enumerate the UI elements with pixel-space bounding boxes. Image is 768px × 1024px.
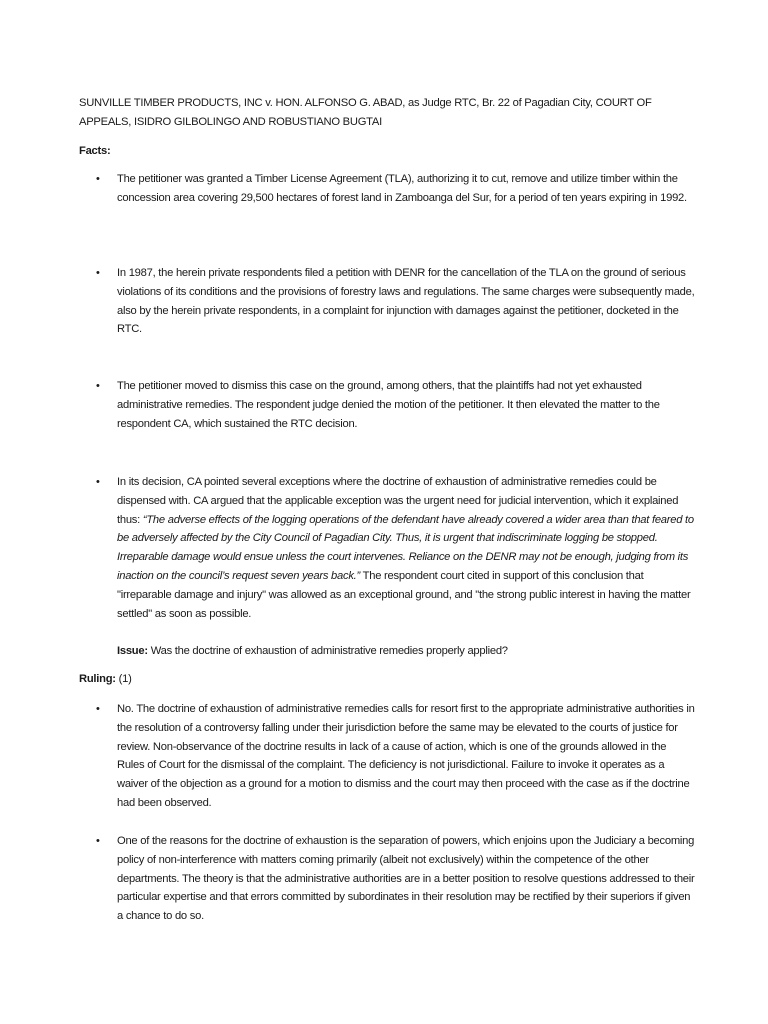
facts-item-2-text: In 1987, the herein private respondents filed a petition with DENR for the cancellation of the TLA on the ground of serious violations of its conditions and the provisions of forestry laws and regulations. The same charges were subsequently made, also by the herein private respondents, in a complaint for injunction with damages against the petitioner, docketed in the RTC. <box>117 267 695 336</box>
facts-heading <box>79 142 110 161</box>
bullet-icon: • <box>96 703 100 715</box>
facts-item-3 <box>96 377 696 433</box>
case-title: SUNVILLE TIMBER PRODUCTS, INC v. HON. ALFONSO G. ABAD, as Judge RTC, Br. 22 of Pagadian City, COURT OF APPEALS, ISIDRO GILBOLINGO AND ROBUSTIANO BUGTAI <box>79 97 652 128</box>
issue-text: Was the doctrine of exhaustion of administrative remedies properly applied? <box>147 645 508 657</box>
issue-label: Issue: <box>117 645 148 657</box>
issue-paragraph <box>117 642 707 661</box>
facts-item-2 <box>96 264 696 339</box>
facts-heading-label: Facts: <box>79 145 111 157</box>
facts-item-3-text: The petitioner moved to dismiss this case on the ground, among others, that the plaintiffs had not yet exhausted administrative remedies. The respondent judge denied the motion of the petitioner. It then elevated the matter to the respondent CA, which sustained the RTC decision. <box>117 380 660 430</box>
ruling-heading <box>79 670 132 689</box>
facts-item-1-text: The petitioner was granted a Timber License Agreement (TLA), authorizing it to cut, remove and utilize timber within the concession area covering 29,500 hectares of forest land in Zamboanga del Sur, for a period of ten years expiring in 1992. <box>117 173 687 204</box>
bullet-icon: • <box>96 380 100 392</box>
facts-item-4-intro: In its decision, CA pointed several exceptions where the doctrine of exhaustion of administrative remedies could be dispensed with. CA argued that the applicable exception was the urgent need for judicial intervention, which it explained thus: <box>117 476 679 526</box>
ruling-heading-label: Ruling: <box>79 673 116 685</box>
ruling-item-1-text: No. The doctrine of exhaustion of administrative remedies calls for resort first to the appropriate administrative authorities in the resolution of a controversy falling under their jurisdiction before the same may be elevated to the courts of justice for review. Non-observance of the doctrine results in lack of a cause of action, which is one of the grounds allowed in the Rules of Court for the dismissal of the complaint. The deficiency is not jurisdictional. Failure to invoke it operates as a waiver of the objection as a ground for a motion to dismiss and the court may then proceed with the case as if the doctrine had been observed. <box>117 703 695 809</box>
bullet-icon: • <box>96 267 100 279</box>
bullet-icon: • <box>96 476 100 488</box>
ruling-number: (1) <box>115 673 132 685</box>
ruling-item-2 <box>96 832 696 926</box>
facts-item-1 <box>96 170 696 208</box>
bullet-icon: • <box>96 835 100 847</box>
facts-item-4-text <box>117 473 696 623</box>
bullet-icon: • <box>96 173 100 185</box>
facts-item-4 <box>96 473 696 623</box>
ruling-item-1 <box>96 700 696 813</box>
ca-quote: “The adverse effects of the logging operations of the defendant have already covered a wider area than that feared to be adversely affected by the City Council of Pagadian City. Thus, it is urgent that indiscriminate logging be stopped. Irreparable damage would ensue unless the court intervenes. Reliance on the DENR may not be enough, judging from its inaction on the council’s request seven years back.” <box>117 513 694 582</box>
facts-item-4-outro: The respondent court cited in support of this conclusion that "irreparable damage and injury" was allowed as an exceptional ground, and "the strong public interest in having the matter settled" as soon as possible. <box>117 569 691 620</box>
ruling-item-2-text: One of the reasons for the doctrine of exhaustion is the separation of powers, which enjoins upon the Judiciary a becoming policy of non-interference with matters coming primarily (albeit not exclusively) within the competence of the other departments. The theory is that the administrative authorities are in a better position to resolve questions addressed to their particular expertise and that errors committed by subordinates in their resolution may be rectified by their superiors if given a chance to do so. <box>117 835 695 923</box>
